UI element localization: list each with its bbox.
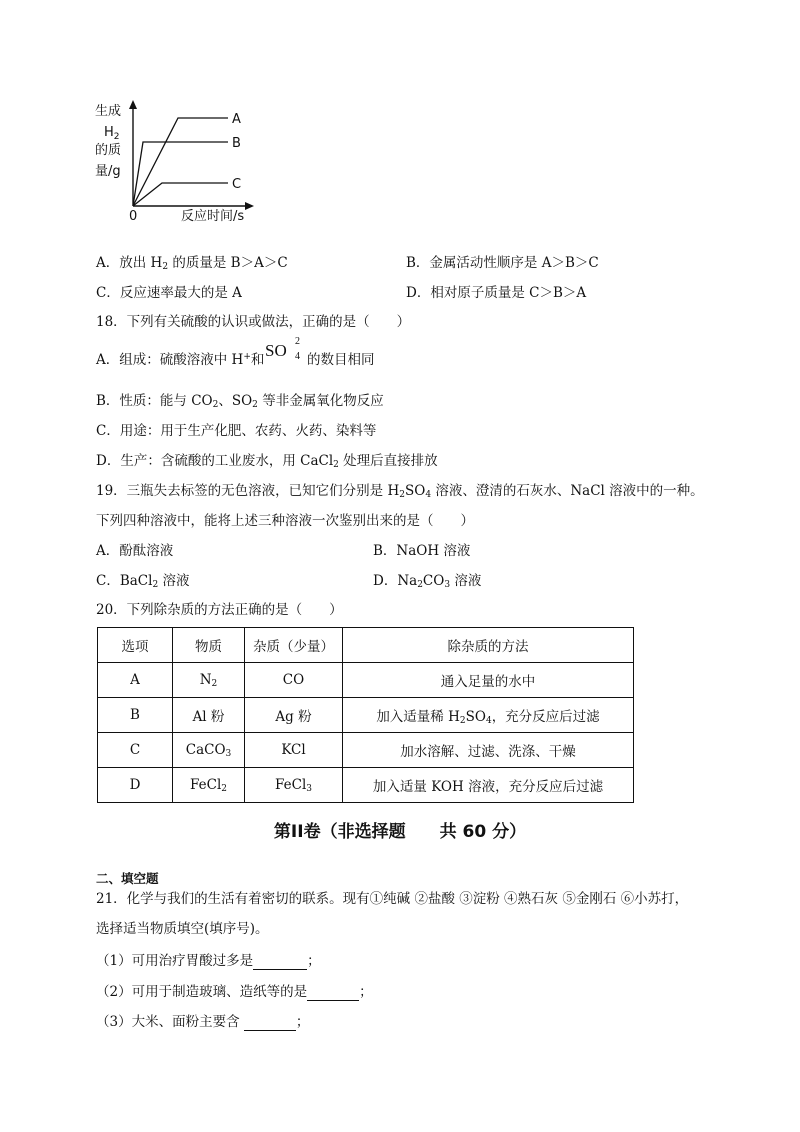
reaction-graph [90, 96, 260, 226]
y-label-line2: $H_2$ [104, 125, 120, 142]
table-row [98, 663, 634, 698]
answer-blank[interactable] [307, 986, 359, 1001]
header-method: 除杂质的方法 [343, 628, 634, 663]
cell-impurity: KCl [245, 733, 343, 768]
y-label-line4: 量/g [95, 164, 121, 179]
cell-impurity: Ag 粉 [245, 698, 343, 733]
cell-option: B [98, 698, 173, 733]
section-title: 第II卷（非选择题 共 60 分） [273, 822, 527, 842]
header-substance: 物质 [173, 628, 245, 663]
x-label: 反应时间/s [181, 209, 245, 224]
cell-substance: Al 粉 [173, 698, 245, 733]
q21-part2: （2）可用于制造玻璃、造纸等的是 ； [96, 984, 373, 1000]
q18-option-b: B．性质：能与 $CO_2$、$SO_2$ 等非金属氧化物反应 [96, 393, 384, 410]
q21-stem-line1: 21．化学与我们的生活有着密切的联系。现有①纯碱 ②盐酸 ③淀粉 ④熟石灰 ⑤金刚石 ⑥小苏打， [96, 891, 689, 907]
y-label-line3: 的质 [95, 143, 122, 158]
q19-option-a: A．酚酞溶液 [96, 543, 174, 559]
cell-impurity: FeCl$_3$ [245, 768, 343, 803]
cell-method: 加入适量 KOH 溶液，充分反应后过滤 [343, 768, 634, 803]
cell-impurity: CO [245, 663, 343, 698]
q18-option-d: D．生产：含硫酸的工业废水，用 CaCl$_2$ 处理后直接排放 [96, 453, 438, 470]
q17-option-d: D．相对原子质量是 C＞B＞A [406, 285, 587, 301]
q21-part3: （3）大米、面粉主要含 ； [96, 1014, 310, 1030]
label-c: C [232, 177, 242, 192]
q19-option-c: C．BaCl$_2$ 溶液 [96, 573, 190, 590]
cell-substance: CaCO$_3$ [173, 733, 245, 768]
q17-option-b: B．金属活动性顺序是 A＞B＞C [406, 255, 599, 271]
table-row [98, 698, 634, 733]
line-b [133, 142, 228, 206]
q18-option-a: A．组成：硫酸溶液中 H+和 [96, 352, 265, 368]
q18-option-c: C．用途：用于生产化肥、农药、火药、染料等 [96, 423, 377, 439]
origin-label: 0 [129, 209, 138, 224]
line-c [133, 183, 228, 206]
q21-part1: （1）可用治疗胃酸过多是 ； [96, 953, 321, 969]
table-row [98, 768, 634, 803]
q19-stem-line1: 19．三瓶失去标签的无色溶液，已知它们分别是 $H_2SO_4$ 溶液、澄清的石灰水、NaCl 溶液中的一种。 [96, 483, 704, 500]
table-row [98, 733, 634, 768]
cell-option: A [98, 663, 173, 698]
cell-option: C [98, 733, 173, 768]
cell-method: 加入适量稀 $H_2SO_4$，充分反应后过滤 [343, 698, 634, 733]
q20-stem: 20．下列除杂质的方法正确的是（ ） [96, 602, 343, 618]
y-label-line1: 生成 [95, 104, 122, 119]
x-axis-arrow [245, 202, 254, 210]
y-axis-arrow [129, 100, 137, 109]
q19-option-d: D．$Na_2CO_3$ 溶液 [373, 573, 482, 590]
label-a: A [232, 112, 241, 127]
label-b: B [232, 136, 241, 151]
answer-blank[interactable] [244, 1016, 296, 1031]
q21-stem-line2: 选择适当物质填空(填序号)。 [96, 921, 269, 937]
q19-stem-line2: 下列四种溶液中，能将上述三种溶液一次鉴别出来的是（ ） [96, 513, 474, 529]
q20-table [97, 627, 634, 803]
header-option: 选项 [98, 628, 173, 663]
header-impurity: 杂质（少量） [245, 628, 343, 663]
q17-option-c: C．反应速率最大的是 A [96, 285, 242, 301]
sulfate-ion-formula: SO 2 4 [265, 336, 300, 362]
q19-option-b: B．NaOH 溶液 [373, 543, 471, 559]
cell-method: 通入足量的水中 [343, 663, 634, 698]
part-heading: 二、填空题 [96, 871, 159, 886]
cell-substance: $N_2$ [173, 663, 245, 698]
cell-method: 加水溶解、过滤、洗涤、干燥 [343, 733, 634, 768]
cell-substance: FeCl$_2$ [173, 768, 245, 803]
q17-option-a: A．放出 $H_2$ 的质量是 B＞A＞C [96, 255, 288, 272]
cell-option: D [98, 768, 173, 803]
answer-blank[interactable] [253, 955, 307, 970]
q18-option-a-tail: 的数目相同 [307, 352, 375, 368]
q18-stem: 18．下列有关硫酸的认识或做法，正确的是（ ） [96, 314, 411, 330]
table-header-row [98, 628, 634, 663]
line-a [133, 118, 228, 206]
